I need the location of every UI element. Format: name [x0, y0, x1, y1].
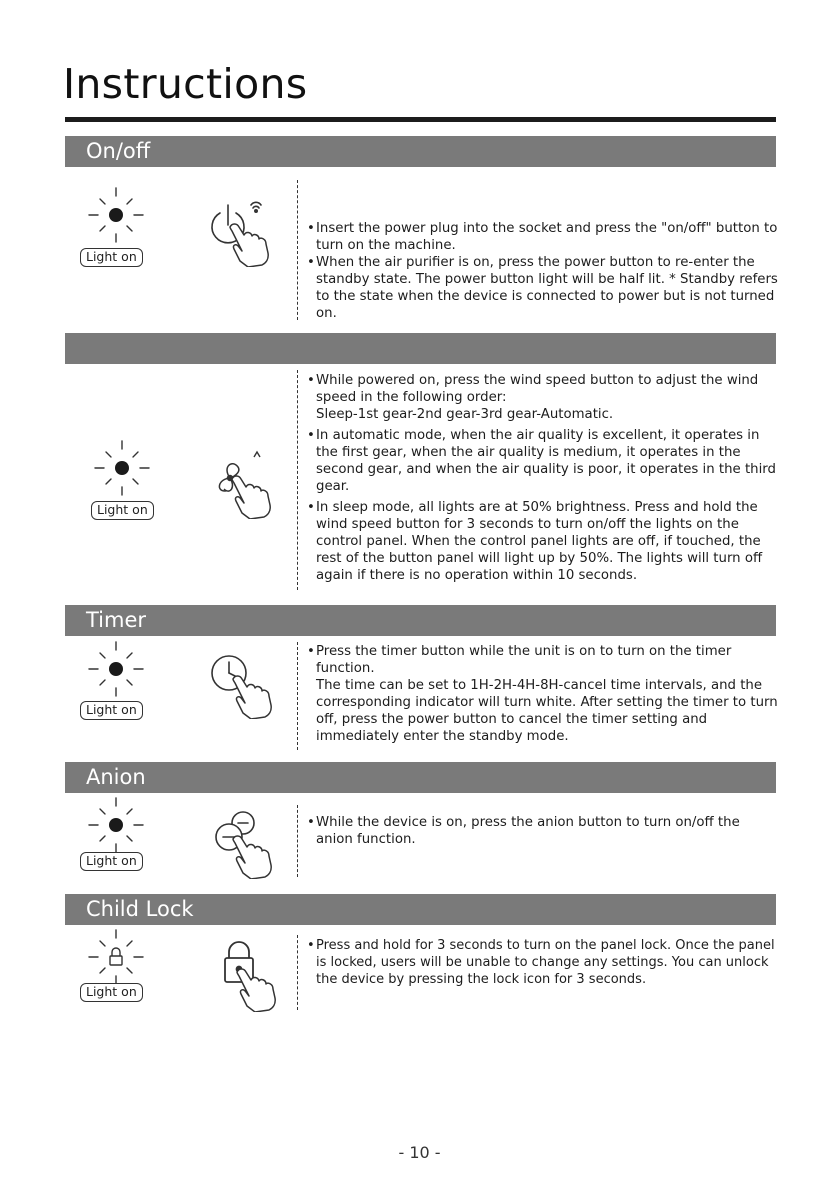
section-header-wind-speed — [65, 333, 776, 364]
fan-speed-button-icon — [200, 445, 280, 525]
lock-indicator-icon — [86, 927, 146, 987]
page-title: Instructions — [63, 60, 308, 108]
section-divider — [297, 370, 298, 590]
section-divider — [297, 805, 298, 877]
on-off-instructions — [307, 220, 779, 322]
instruction-item: • While powered on, press the wind speed button to adjust the wind speed in the following order: Sleep-1st gear-2nd gear-3rd gear-Automatic. — [307, 372, 779, 423]
power-button-icon — [200, 195, 280, 275]
light-indicator-icon — [86, 795, 146, 855]
anion-instructions — [307, 814, 779, 848]
light-on-badge: Light on — [80, 852, 143, 871]
light-indicator-icon — [86, 639, 146, 699]
light-on-badge: Light on — [80, 248, 143, 267]
instruction-item: • Insert the power plug into the socket and press the "on/off" button to turn on the machine. — [307, 220, 779, 254]
instruction-item: • While the device is on, press the anion button to turn on/off the anion function. — [307, 814, 779, 848]
section-divider — [297, 935, 298, 1010]
speed-order: Sleep-1st gear-2nd gear-3rd gear-Automatic. — [316, 407, 614, 422]
lock-button-icon — [215, 940, 295, 1020]
section-header-on-off: On/off — [65, 136, 776, 167]
instruction-item: • In automatic mode, when the air quality is excellent, it operates in the first gear, when the air quality is medium, it operates in the second gear, and when the air quality is poor, it operates in the third gear. — [307, 427, 779, 495]
light-on-badge: Light on — [91, 501, 154, 520]
instruction-item: • When the air purifier is on, press the power button to re-enter the standby state. The power button light will be half lit. * Standby refers to the state when the device is connected to power but is not turned on. — [307, 254, 779, 322]
instruction-item: • Press the timer button while the unit is on to turn on the timer function. The time can be set to 1H-2H-4H-8H-cancel time intervals, and the corresponding indicator will turn white. After setting the timer to turn off, press the power button to cancel the timer setting and immediately enter the standby mode. — [307, 643, 779, 745]
wind-speed-instructions — [307, 372, 779, 584]
page-number: - 10 - — [398, 1143, 441, 1162]
instruction-item: • In sleep mode, all lights are at 50% brightness. Press and hold the wind speed button for 3 seconds to turn on/off the lights on the control panel. When the control panel lights are off, if touched, the rest of the button panel will light up by 50%. The lights will turn off again if there is no operation within 10 seconds. — [307, 499, 779, 584]
light-indicator-icon — [86, 185, 146, 245]
section-divider — [297, 642, 298, 750]
section-header-timer: Timer — [65, 605, 776, 636]
title-rule — [65, 117, 776, 122]
section-header-anion: Anion — [65, 762, 776, 793]
section-header-child-lock: Child Lock — [65, 894, 776, 925]
section-divider — [297, 180, 298, 320]
anion-button-icon — [205, 805, 285, 885]
light-on-badge: Light on — [80, 983, 143, 1002]
child-lock-instructions — [307, 937, 779, 988]
light-on-badge: Light on — [80, 701, 143, 720]
timer-details: The time can be set to 1H-2H-4H-8H-cancel time intervals, and the corresponding indicator will turn white. After setting the timer to turn off, press the power button to cancel the timer setting and immediately enter the standby mode. — [316, 678, 778, 744]
instruction-item: • Press and hold for 3 seconds to turn on the panel lock. Once the panel is locked, users will be unable to change any settings. You can unlock the device by pressing the lock icon for 3 seconds. — [307, 937, 779, 988]
timer-instructions — [307, 643, 779, 745]
light-indicator-icon — [92, 438, 152, 498]
timer-button-icon — [205, 645, 285, 725]
